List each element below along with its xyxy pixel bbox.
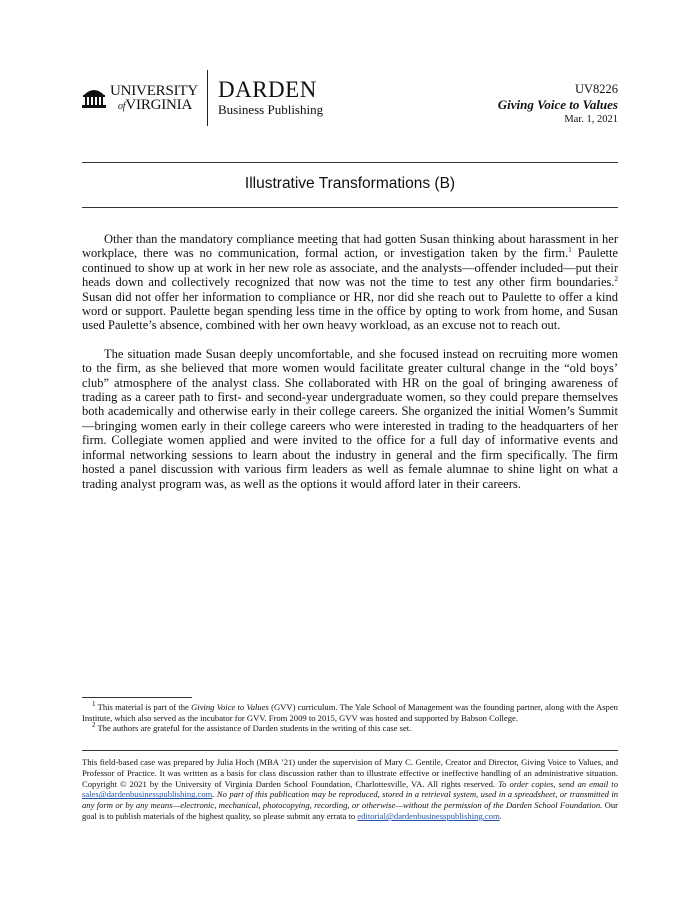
document-title: Illustrative Transformations (B) [244, 175, 456, 192]
paragraph-1 [82, 232, 618, 333]
case-series: Giving Voice to Values [497, 97, 618, 112]
footnote-1 [82, 702, 618, 723]
rotunda-icon [82, 86, 106, 108]
uva-of: of [118, 101, 126, 112]
footnote-rule [82, 697, 192, 698]
paragraph-2: The situation made Susan deeply uncomfortable, and she focused instead on recruiting more women to the firm, as she believed that more women would facilitate greater cultural change in the “old boys’ club” atmosphere of the analyst class. She collaborated with HR on the goal of bringing awareness of trading as a career path to first- and second-year undergraduate women, so they could prepare themselves both academically and otherwise early in their college careers. She organized the initial Women’s Summit—bringing women early in their college careers who were interested in trading to the headquarters of her firm. Collegiate women applied and were invited to the office for a full day of informative events and informal networking sessions to learn about the industry in general and the firm specifically. The firm hosted a panel discussion with various firm leaders as well as female alumnae to shine light on what a trading analyst program was, as well as the options it would afford later in their careers. [82, 346, 618, 491]
prep-text-c: . [499, 810, 502, 821]
footnote-ref-2: 2 [614, 275, 618, 284]
darden-logo [218, 78, 323, 118]
editorial-email-link[interactable]: editorial@dardenbusinesspublishing.com [357, 810, 500, 821]
darden-sub: Business Publishing [218, 102, 324, 117]
fn1-italic: Giving Voice to Values [191, 702, 269, 712]
footnote-ref-1: 1 [568, 246, 572, 255]
prep-text-b: Our goal is to publish materials of the highest quality, so please submit any errata to [82, 800, 619, 821]
footnote-2 [82, 723, 618, 734]
preparation-note [82, 757, 618, 822]
title-top-rule [82, 162, 618, 163]
case-date: Mar. 1, 2021 [564, 114, 618, 125]
sales-email-link[interactable]: sales@dardenbusinesspublishing.com [82, 789, 213, 800]
case-number: UV8226 [574, 82, 618, 96]
darden-name: DARDEN [218, 77, 317, 102]
p1-text-c: Susan did not offer her information to compliance or HR, nor did she reach out to Paulette to offer a kind word or support. Paulette began spending less time in the office by opting to work from home, and Susan used Paulette’s absence, combined with her own heavy workload, as an excuse not to reach out. [82, 289, 618, 333]
p1-text-b: Paulette continued to show up at work in her new role as associate, and the analysts—offender included—put their heads down and collectively recognized that now was not the time to test any other firm boundaries. [82, 246, 618, 290]
prep-italic-2: . No part of this publication may be reproduced, stored in a retrieval system, used in a spreadsheet, or transmitted in any form or by any means—electronic, mechanical, photocopying, recording, or otherwise—without the permission of the Darden School Foundation. [82, 789, 618, 811]
footnote-1-num: 1 [92, 700, 96, 709]
uva-line2 [110, 98, 198, 114]
footnotes [82, 702, 618, 734]
uva-virginia: VIRGINIA [125, 97, 193, 113]
case-identifier [498, 82, 618, 127]
case-body [82, 232, 618, 505]
prep-italic-1: To order copies, send an email to [498, 778, 618, 789]
uva-logo [82, 82, 198, 116]
footnote-2-num: 2 [92, 721, 96, 730]
prep-rule [82, 750, 618, 751]
fn2-text: The authors are grateful for the assistance of Darden students in the writing of this case set. [95, 723, 412, 734]
fn1-text-a: This material is part of the [95, 702, 192, 712]
title-bottom-rule [82, 207, 618, 208]
p1-text-a: Other than the mandatory compliance meeting that had gotten Susan thinking about harassment in her workplace, there was no communication, formal action, or investigation taken by the firm. [82, 232, 618, 261]
uva-wordmark [110, 84, 198, 114]
header-divider [207, 70, 208, 126]
prep-text-a: This field-based case was prepared by Julia Hoch (MBA ’21) under the supervision of Mary C. Gentile, Creator and Director, Giving Voice to Values, and Professor of Practice. It was written as a basis for class discussion rather than to illustrate effective or ineffective handling of an administrative situation. Copyright © 2021 by the University of Virginia Darden School Foundation, Charlottesville, VA. All rights reserved. [82, 757, 618, 789]
uva-line1: UNIVERSITY [110, 83, 198, 99]
page-header [82, 70, 618, 130]
fn1-text-b: (GVV) curriculum. The Yale School of Management was the founding partner, along with the Aspen Institute, which also served as the incubator for GVV. From 2009 to 2015, GVV was hosted and supported by Babson College. [82, 702, 618, 723]
